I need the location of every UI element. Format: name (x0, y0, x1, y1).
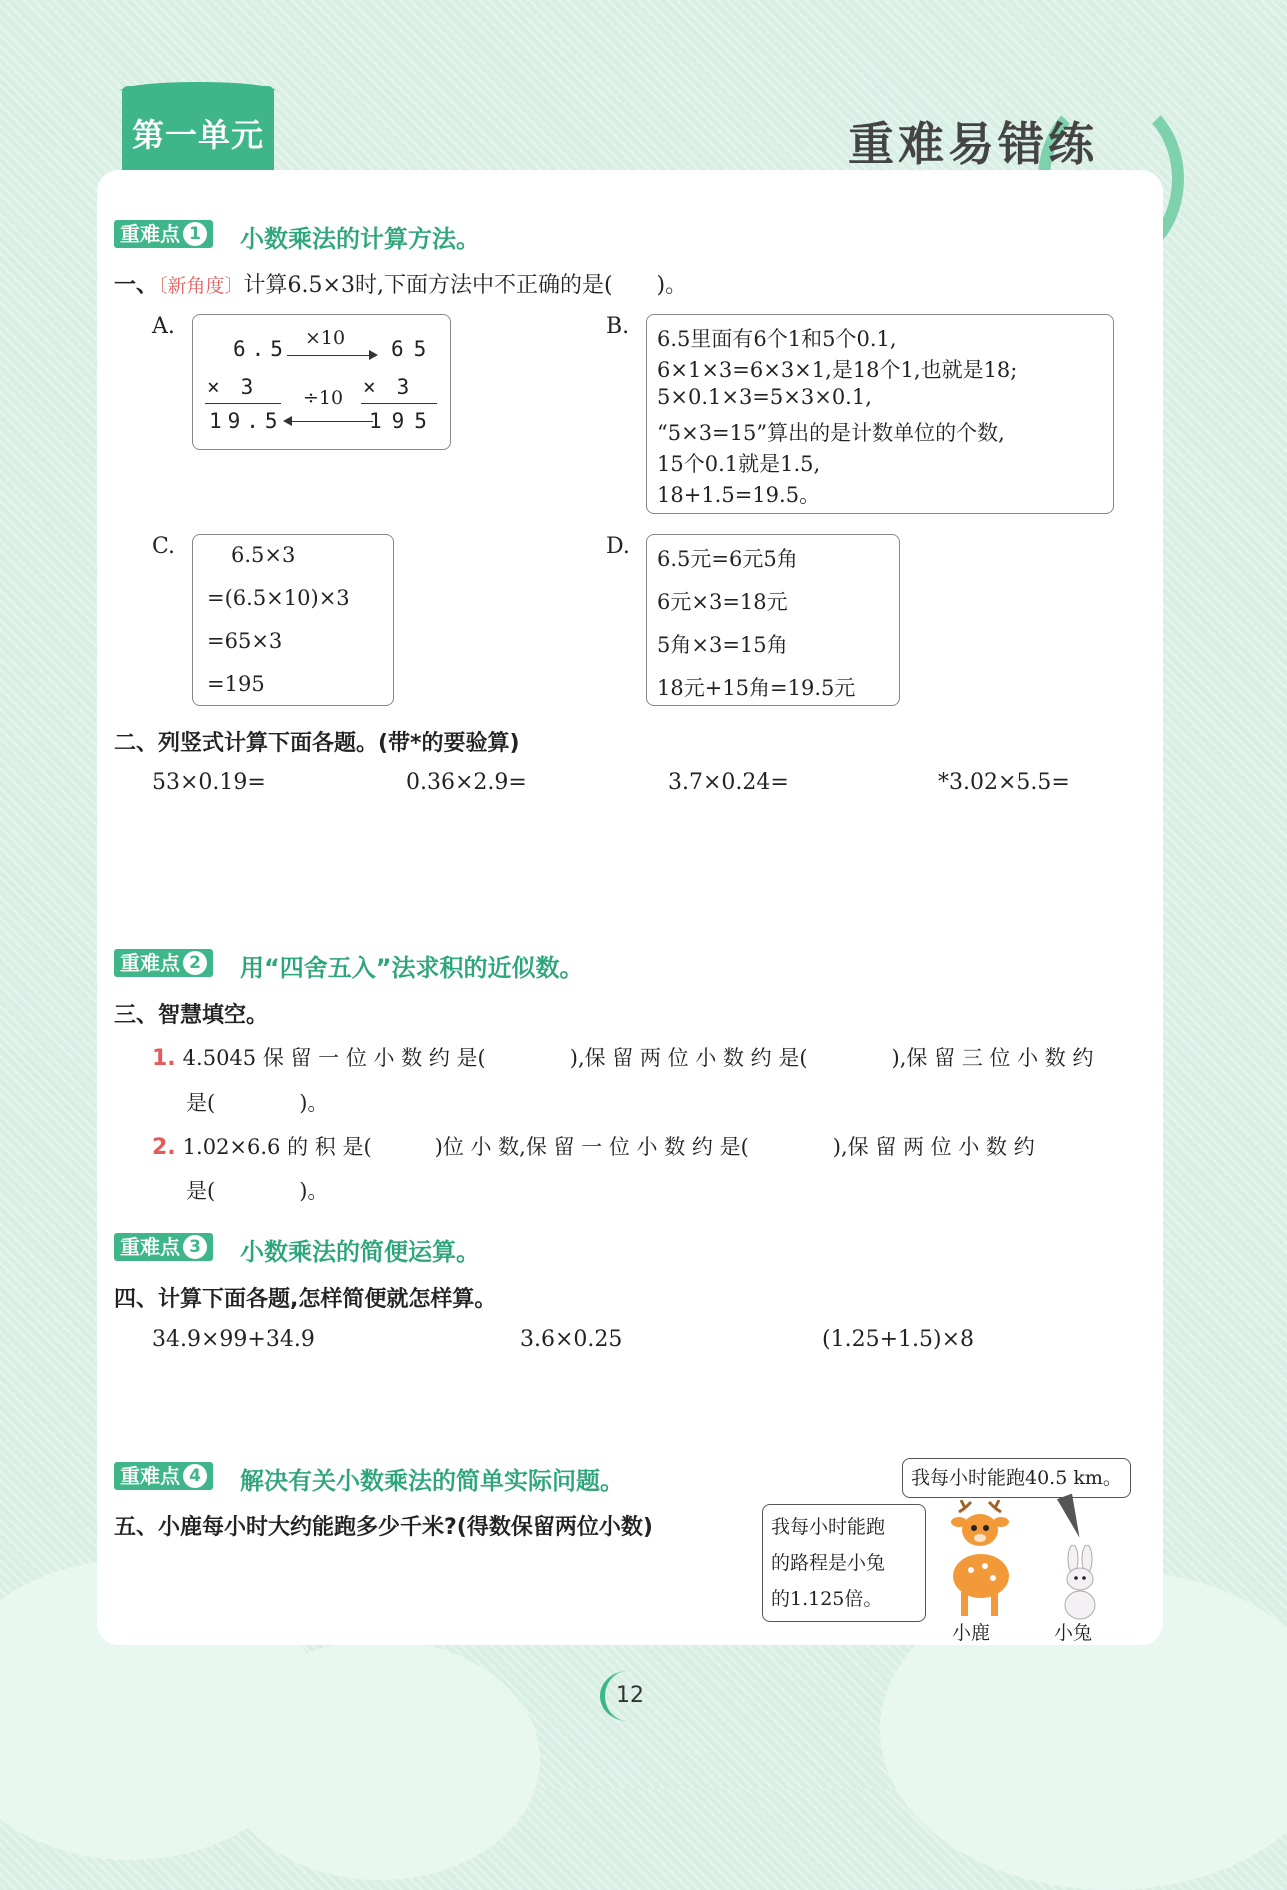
option-b-label: B. (606, 314, 630, 339)
rabbit-speech-bubble (902, 1458, 1131, 1498)
badge-number: 1 (183, 222, 207, 246)
badge-label: 重难点 (120, 951, 180, 975)
deer-speech-line: 的路程是小兔 (771, 1552, 886, 1574)
key-point-title: 用“四舍五入”法求积的近似数。 (240, 954, 584, 982)
option-d-label: D. (606, 534, 630, 559)
a-res-right: 195 (369, 409, 437, 433)
a-res-left: 19.5 (209, 409, 284, 433)
page-number: 12 (600, 1671, 655, 1721)
a-top-left: 6.5 (233, 337, 289, 361)
d-line: 18元+15角=19.5元 (657, 676, 856, 700)
badge-label: 重难点 (120, 222, 180, 246)
unit-tab: 第一单元 (122, 86, 274, 179)
question-3: 三、智慧填空。 (114, 1003, 269, 1028)
fill-item (152, 1042, 1093, 1072)
calc-item: *3.02×5.5= (938, 770, 1070, 795)
d-line: 6元×3=18元 (657, 590, 788, 614)
b-line: 6.5里面有6个1和5个0.1, (657, 327, 897, 351)
left-arrow (289, 421, 373, 422)
item-number: 2. (152, 1135, 176, 1160)
rabbit-label: 小兔 (1054, 1622, 1093, 1644)
calc-item: 34.9×99+34.9 (152, 1327, 315, 1352)
right-arrow (287, 355, 373, 356)
option-d-box (646, 534, 900, 706)
question-number: 一、 (114, 273, 159, 298)
key-point-title: 小数乘法的计算方法。 (240, 225, 480, 253)
c-line: =(6.5×10)×3 (207, 586, 350, 610)
option-a-box (192, 314, 451, 450)
badge-number: 3 (183, 1235, 207, 1259)
calc-item: 0.36×2.9= (406, 770, 527, 795)
c-line: =65×3 (207, 629, 283, 653)
b-line: “5×3=15”算出的是计数单位的个数, (657, 421, 1005, 445)
a-rule-left (205, 403, 281, 404)
option-a-label: A. (152, 314, 175, 339)
question-text: 计算6.5×3时,下面方法中不正确的是( )。 (243, 273, 688, 298)
c-line: =195 (207, 672, 265, 696)
cloud-decoration (220, 1640, 540, 1880)
item-number: 1. (152, 1046, 176, 1071)
fill-line-2: 是( )。 (186, 1179, 329, 1203)
key-point-badge (114, 1462, 213, 1490)
b-line: 15个0.1就是1.5, (657, 452, 821, 476)
option-b-box (646, 314, 1114, 514)
c-line: 6.5×3 (231, 543, 296, 567)
a-mul-right: × 3 (363, 375, 410, 399)
badge-label: 重难点 (120, 1235, 180, 1259)
right-arrow-head (369, 350, 378, 360)
deer-speech-line: 我每小时能跑 (771, 1516, 886, 1538)
fill-line: 4.5045 保 留 一 位 小 数 约 是( ),保 留 两 位 小 数 约 是( ),保 留 三 位 小 数 约 (182, 1046, 1094, 1070)
question-1 (114, 268, 687, 299)
calc-item: 53×0.19= (152, 770, 266, 795)
deer-icon (935, 1500, 1027, 1620)
a-arrow-top-label: ×10 (305, 327, 346, 349)
d-line: 6.5元=6元5角 (657, 547, 798, 571)
key-point-badge (114, 220, 213, 248)
question-4: 四、计算下面各题,怎样简便就怎样算。 (114, 1287, 497, 1312)
question-2: 二、列竖式计算下面各题。(带*的要验算) (114, 731, 520, 756)
calc-item: (1.25+1.5)×8 (822, 1327, 975, 1352)
fill-line: 1.02×6.6 的 积 是( )位 小 数,保 留 一 位 小 数 约 是( ),保 留 两 位 小 数 约 (182, 1135, 1035, 1159)
option-c-box (192, 534, 394, 706)
left-arrow-head (283, 416, 292, 426)
badge-number: 4 (183, 1464, 207, 1488)
b-line: 5×0.1×3=5×3×0.1, (657, 385, 872, 409)
deer-label: 小鹿 (952, 1622, 991, 1644)
rabbit-speech-text: 我每小时能跑40.5 km。 (911, 1467, 1122, 1489)
deer-speech-line: 的1.125倍。 (771, 1588, 883, 1610)
question-5: 五、小鹿每小时大约能跑多少千米?(得数保留两位小数) (114, 1515, 653, 1540)
key-point-badge (114, 1233, 213, 1261)
b-line: 6×1×3=6×3×1,是18个1,也就是18; (657, 358, 1018, 382)
badge-label: 重难点 (120, 1464, 180, 1488)
a-top-right: 65 (391, 337, 437, 361)
a-rule-right (361, 403, 437, 404)
fill-line-2: 是( )。 (186, 1091, 329, 1115)
option-c-label: C. (152, 534, 176, 559)
rabbit-icon (1055, 1545, 1105, 1621)
a-mul-left: × 3 (207, 375, 254, 399)
d-line: 5角×3=15角 (657, 633, 788, 657)
badge-number: 2 (183, 951, 207, 975)
new-angle-tag: 〔新角度〕 (158, 275, 244, 297)
a-arrow-bottom-label: ÷10 (303, 387, 344, 409)
key-point-title: 小数乘法的简便运算。 (240, 1238, 480, 1266)
page-title: 重难易错练 (848, 117, 1098, 171)
key-point-title: 解决有关小数乘法的简单实际问题。 (240, 1467, 624, 1495)
b-line: 18+1.5=19.5。 (657, 483, 821, 507)
calc-item: 3.6×0.25 (520, 1327, 623, 1352)
key-point-badge (114, 949, 213, 977)
deer-speech-bubble (762, 1504, 926, 1622)
calc-item: 3.7×0.24= (668, 770, 789, 795)
fill-item (152, 1131, 1035, 1161)
